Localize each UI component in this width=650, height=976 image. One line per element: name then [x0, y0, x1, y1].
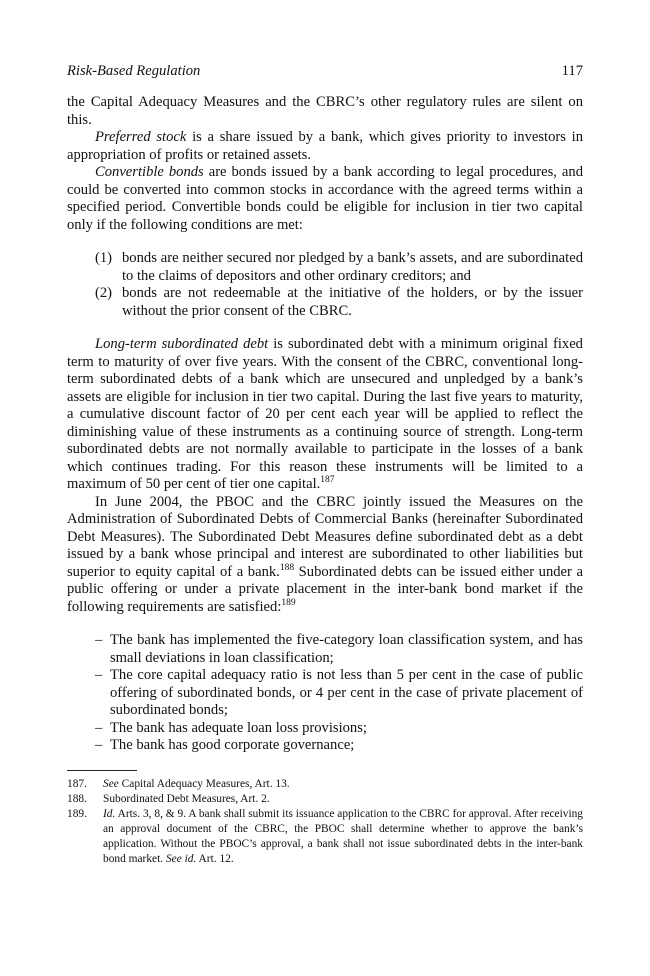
paragraph-text: is a share issued by a bank, which gives priority to investors in appropriation of profits or retained assets.: [67, 129, 583, 163]
paragraph-convertible-bonds: [67, 164, 583, 234]
dash-bullet: –: [95, 667, 103, 683]
paragraph-preferred-stock: [67, 129, 583, 164]
list-item-text: bonds are neither secured nor pledged by a bank’s assets, and are subordinated to the claims of depositors and other ordinary creditors; and: [122, 250, 583, 284]
footnote-ref: 187: [320, 475, 335, 485]
list-item: [67, 667, 583, 720]
citation-signal: See: [103, 778, 119, 790]
citation-signal: See id.: [165, 853, 197, 865]
paragraph-june-2004: [67, 494, 583, 617]
term-convertible-bonds: Convertible bonds: [95, 164, 204, 180]
paragraph-text: are bonds issued by a bank according to legal procedures, and could be converted into common stocks in accordance with the agreed terms within a specified period. Convertible bonds could be eligible for inclusion in tier two capital only if the following conditions are met:: [67, 164, 583, 233]
paragraph-text: is subordinated debt with a minimum original fixed term to maturity of over five years. With the consent of the CBRC, conventional long-term subordinated debts of a bank which are unsecured and unpledged by a bank’s assets are eligible for inclusion in tier two capital. During the last five years to maturity, a cumulative discount factor of 20 per cent each year will be applied to reflect the diminishing value of these instruments as a continuing source of strength. Long-term subordinated debts are not normally available to participate in the losses of a bank which continues trading. For this reason these instruments will be limited to a maximum of 50 per cent of tier one capital.: [67, 336, 583, 492]
citation-signal: Id.: [103, 808, 116, 820]
footnote: [67, 777, 583, 792]
requirements-list: [67, 632, 583, 755]
paragraph-text: In June 2004, the PBOC and the CBRC jointly issued the Measures on the Administration of Subordinated Debts of Commercial Banks (hereinafter Subordinated Debt Measures). The Subordinated Debt Measures define subordinated debt as a debt issued by a bank whose principal and interest are subordinated to other liabilities but superior to equity capital of a bank.: [67, 493, 583, 580]
footnote-number: 189.: [67, 808, 87, 820]
footnote-ref: 188: [279, 562, 295, 573]
list-item: [67, 720, 583, 738]
footnote-number: 187.: [67, 778, 87, 790]
page: [67, 62, 583, 755]
footnote-text: Subordinated Debt Measures, Art. 2.: [103, 793, 270, 805]
term-preferred-stock: Preferred stock: [95, 129, 187, 145]
page-number: 117: [561, 63, 583, 79]
list-item-text: The bank has adequate loan loss provisions;: [110, 719, 367, 736]
list-item-text: The core capital adequacy ratio is not less than 5 per cent in the case of public offering of subordinated bonds, or 4 per cent in the case of private placement of subordinated bonds;: [110, 667, 583, 718]
paragraph-long-term-debt: [67, 336, 583, 494]
footnote: [67, 792, 583, 807]
dash-bullet: –: [95, 737, 103, 753]
list-number: (2): [95, 285, 113, 301]
list-number: (1): [95, 250, 113, 266]
footnote-text: Arts. 3, 8, & 9. A bank shall submit its issuance application to the CBRC for approval. After receiving an approval document of the CBRC, the PBOC shall determine whether to approve the bank’s application. Without the PBOC’s approval, a bank shall not issue subordinated debts in the inter-bank bond market.: [103, 808, 583, 865]
footnote-number: 188.: [67, 793, 87, 805]
term-long-term-subordinated-debt: Long-term subordinated debt: [95, 336, 269, 352]
list-item-text: The bank has implemented the five-category loan classification system, and has small deviations in loan classification;: [110, 632, 583, 666]
paragraph-text: Subordinated debts can be issued either under a public offering or under a private placement in the inter-bank bond market if the following requirements are satisfied:: [67, 563, 583, 615]
list-item: [67, 737, 583, 755]
footnote: [67, 807, 583, 867]
paragraph-continuation: the Capital Adequacy Measures and the CBRC’s other regulatory rules are silent on this.: [67, 94, 583, 128]
conditions-list: [67, 250, 583, 320]
list-item: [67, 250, 583, 285]
footnote-text: Art. 12.: [196, 853, 234, 865]
running-title: Risk-Based Regulation: [67, 63, 201, 79]
dash-bullet: –: [95, 632, 103, 648]
footnote-divider: [67, 770, 137, 771]
list-item-text: bonds are not redeemable at the initiative of the holders, or by the issuer without the prior consent of the CBRC.: [122, 285, 583, 319]
footnote-text: Capital Adequacy Measures, Art. 13.: [118, 778, 290, 790]
list-item: [67, 285, 583, 320]
footnotes: [67, 777, 583, 867]
list-item-text: The bank has good corporate governance;: [110, 737, 355, 753]
running-header: [67, 62, 583, 80]
body-text: [67, 94, 583, 755]
list-item: [67, 632, 583, 667]
footnote-ref: 189: [281, 597, 296, 608]
dash-bullet: –: [95, 719, 103, 736]
